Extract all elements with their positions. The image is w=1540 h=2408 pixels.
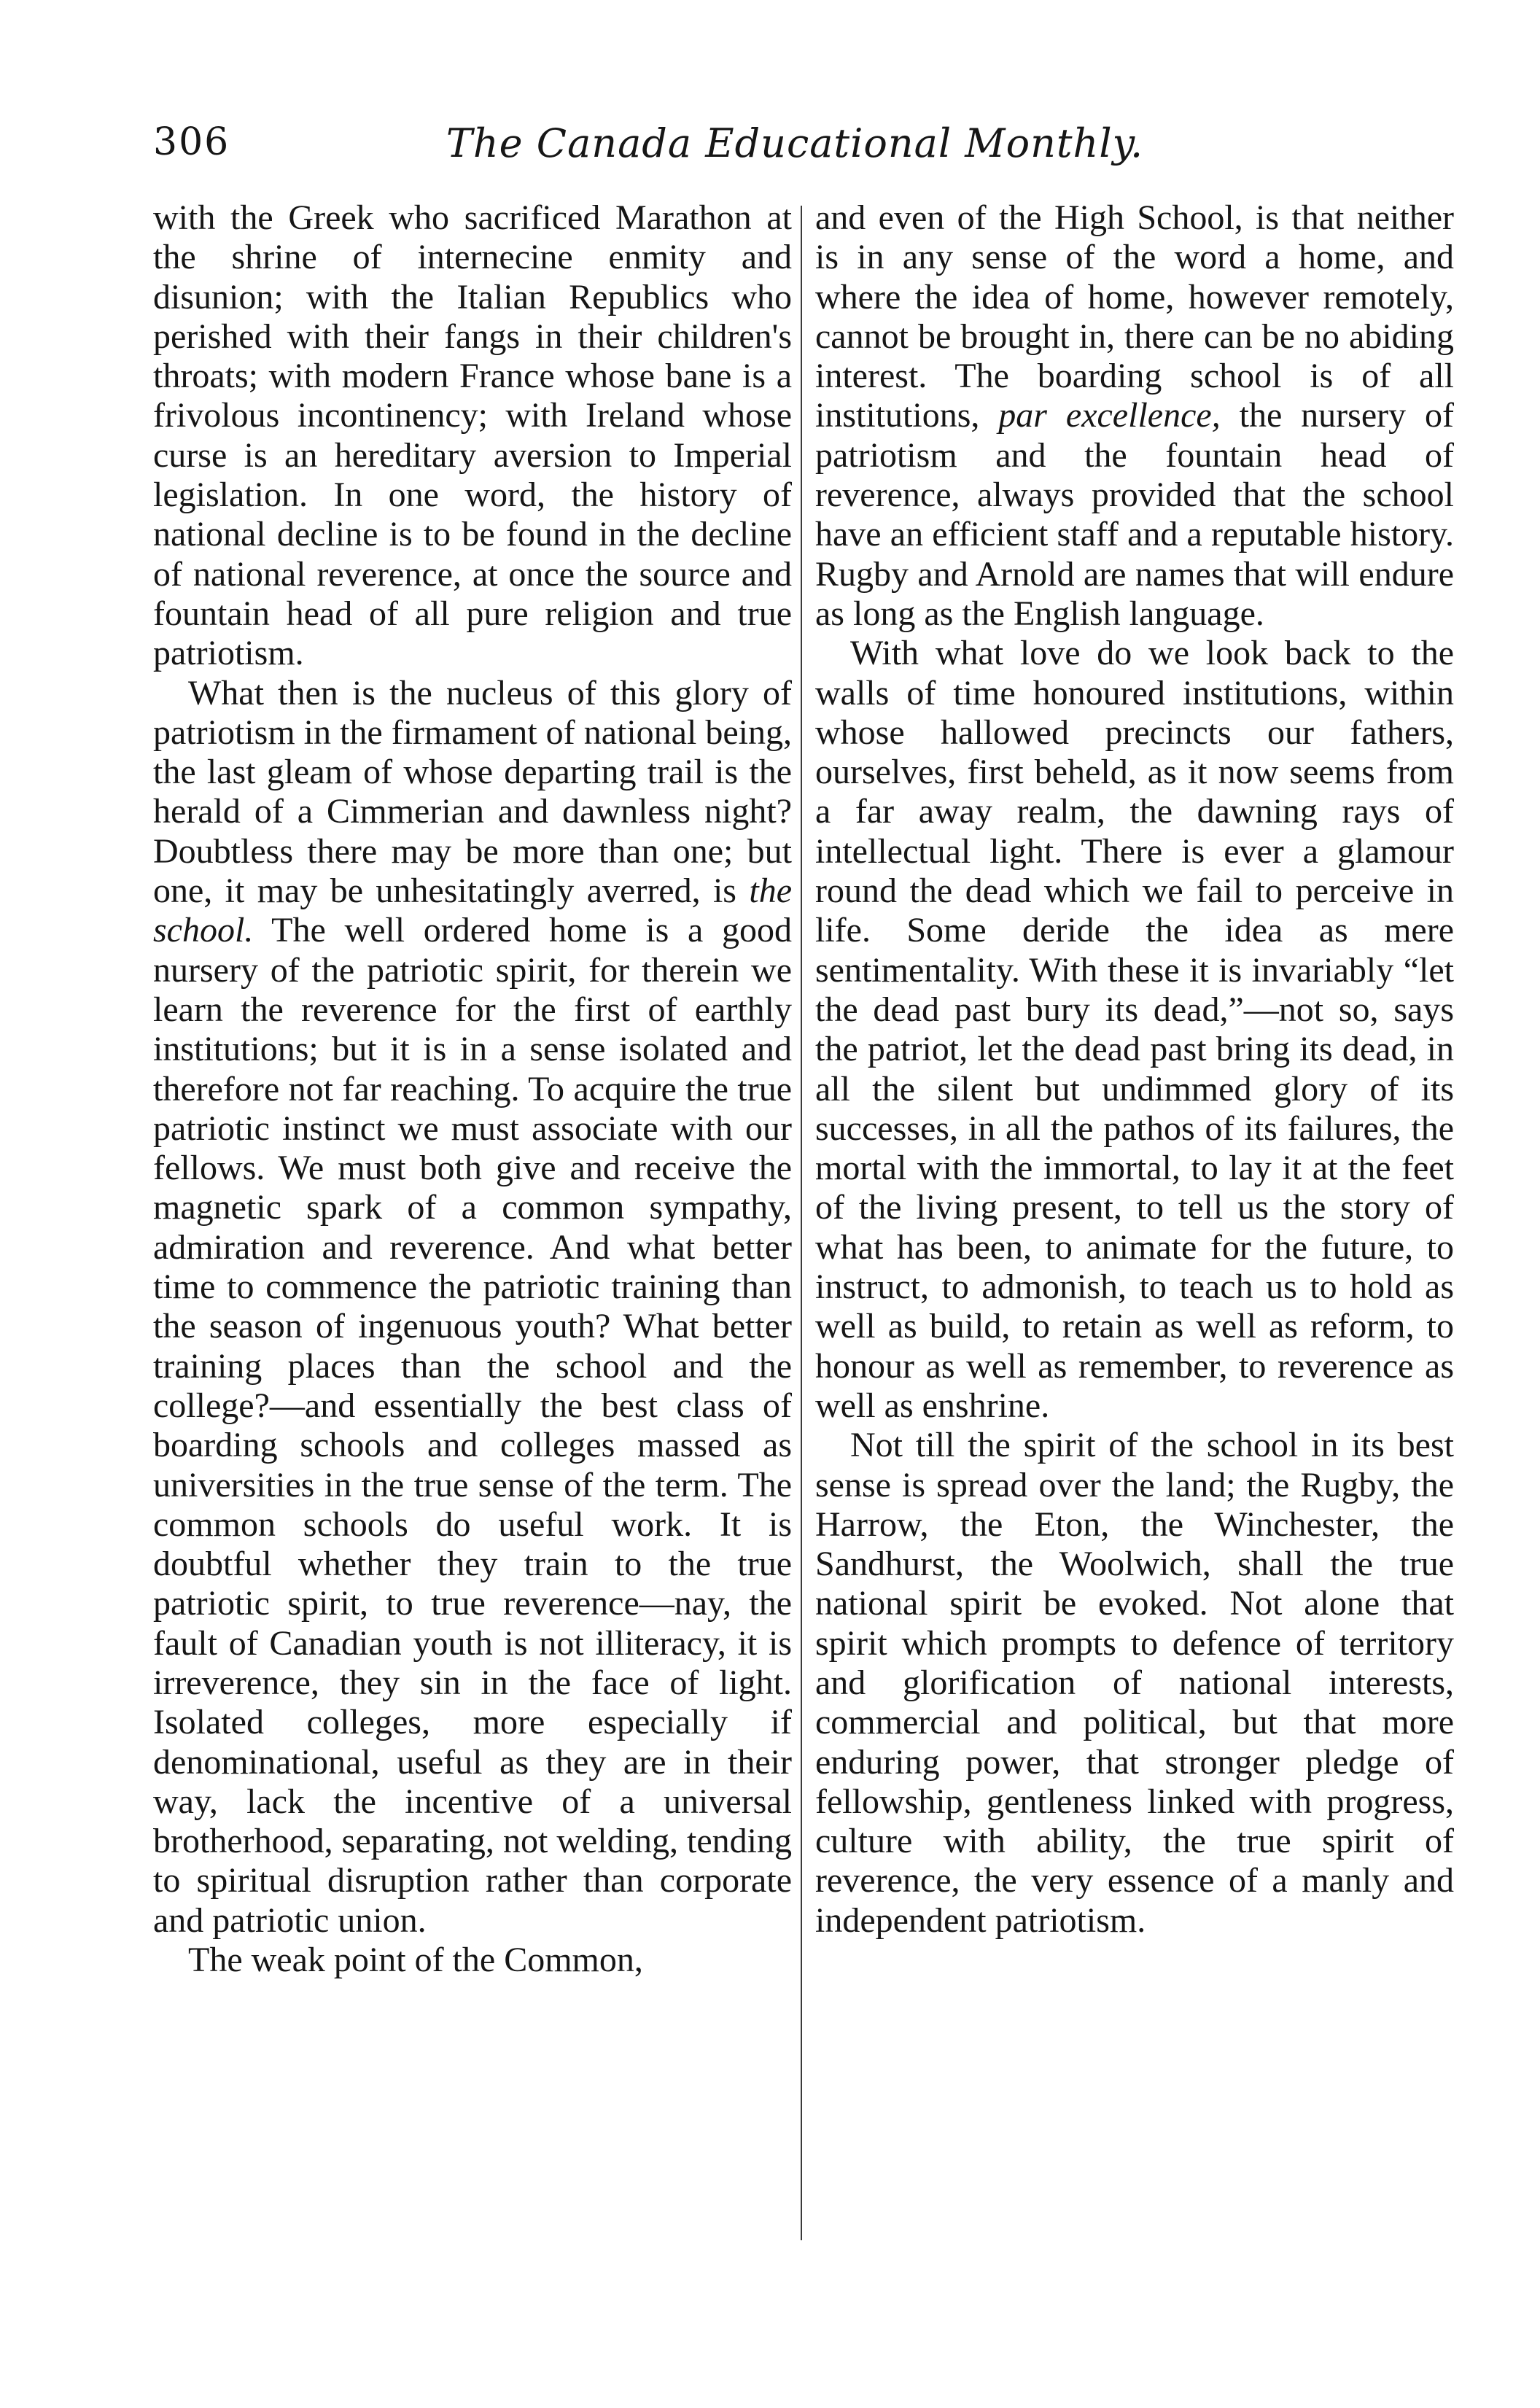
column-divider xyxy=(801,206,802,2240)
paragraph: With what love do we look back to the walls of time honoured institutions, within whose hallowed precincts our fathers, ourselves, first beheld, as it now seems from a far away realm, the dawning rays of intellectual light. There is ever a glamour round the dead which we fail to perceive in life. Some deride the idea as mere sentimentality. With these it is invariably “let the dead past bury its dead,”—not so, says the patriot, let the dead past bring its dead, in all the silent but undimmed glory of its successes, in all the pathos of its failures, the mortal with the immortal, to lay it at the feet of the living present, to tell us the story of what has been, to animate for the future, to instruct, to admonish, to teach us to hold as well as build, to retain as well as reform, to honour as well as remember, to reverence as well as enshrine. xyxy=(815,634,1454,1425)
paragraph-text: the nursery of patriotism and the fountain head of reverence, always provided that the school have an efficient staff and a reputable history. Rugby and Arnold are names that will endure as long as the English language. xyxy=(815,396,1455,633)
paragraph xyxy=(153,674,792,1941)
left-column xyxy=(153,198,792,1980)
page-number: 306 xyxy=(153,120,230,164)
paragraph: The weak point of the Common, xyxy=(188,1941,643,1980)
emphasis-text: par excellence, xyxy=(998,396,1221,435)
paragraph: with the Greek who sacrificed Marathon at the shrine of internecine enmity and disunion; with the Italian Republics who perished with their fangs in their children's throats; with modern France whose bane is a frivolous incontinency; with Ireland whose curse is an hereditary aversion to Imperial legislation. In one word, the history of national decline is to be found in the decline of national reverence, at once the source and fountain head of all pure religion and true patriotism. xyxy=(153,198,792,673)
journal-title: The Canada Educational Monthly. xyxy=(446,120,1144,166)
paragraph-text: The well ordered home is a good nursery of the patriotic spirit, for therein we learn the reverence for the first of earthly institutions; but it is in a sense isolated and therefore not far reaching. To acquire the true patriotic instinct we must associate with our fellows. We must both give and receive the magnetic spark of a common sympathy, admiration and reverence. And what better time to commence the patriotic training than the season of ingenuous youth? What better training places than the school and the college?—and essentially the best class of boarding schools and colleges massed as universities in the true sense of the term. The common schools do useful work. It is doubtful whether they train to the true patriotic spirit, to true reverence—nay, the fault of Canadian youth is not illiteracy, it is irreverence, they sin in the face of light. Isolated colleges, more especially if denominational, useful as they are in their way, lack the incentive of a universal brotherhood, separating, not welding, tending to spiritual disruption rather than corporate and patriotic union. xyxy=(153,911,792,1940)
paragraph-text: What then is the nucleus of this glory of patriotism in the firmament of national being, the last gleam of whose departing trail is the herald of a Cimmerian and dawnless night? Doubtless there may be more than one; but one, it may be unhesitatingly averred, is xyxy=(153,673,792,911)
emphasis-text: the school. xyxy=(153,871,793,950)
paragraph xyxy=(815,198,1454,634)
paragraph: Not till the spirit of the school in its best sense is spread over the land; the Rugby, the Harrow, the Eton, the Winchester, the Sandhurst, the Woolwich, shall the true national spirit be evoked. Not alone that spirit which prompts to defence of territory and glorification of national interests, commercial and political, but that more enduring power, that stronger pledge of fellowship, gentleness linked with progress, culture with ability, the true spirit of reverence, the very essence of a manly and independent patriotism. xyxy=(815,1426,1454,1940)
paragraph-text: and even of the High School, is that neither is in any sense of the word a home, and where the idea of home, however remotely, cannot be brought in, there can be no abiding interest. The boarding school is of all institutions, xyxy=(815,198,1454,435)
page-header xyxy=(153,120,1436,179)
right-column xyxy=(815,198,1454,1941)
